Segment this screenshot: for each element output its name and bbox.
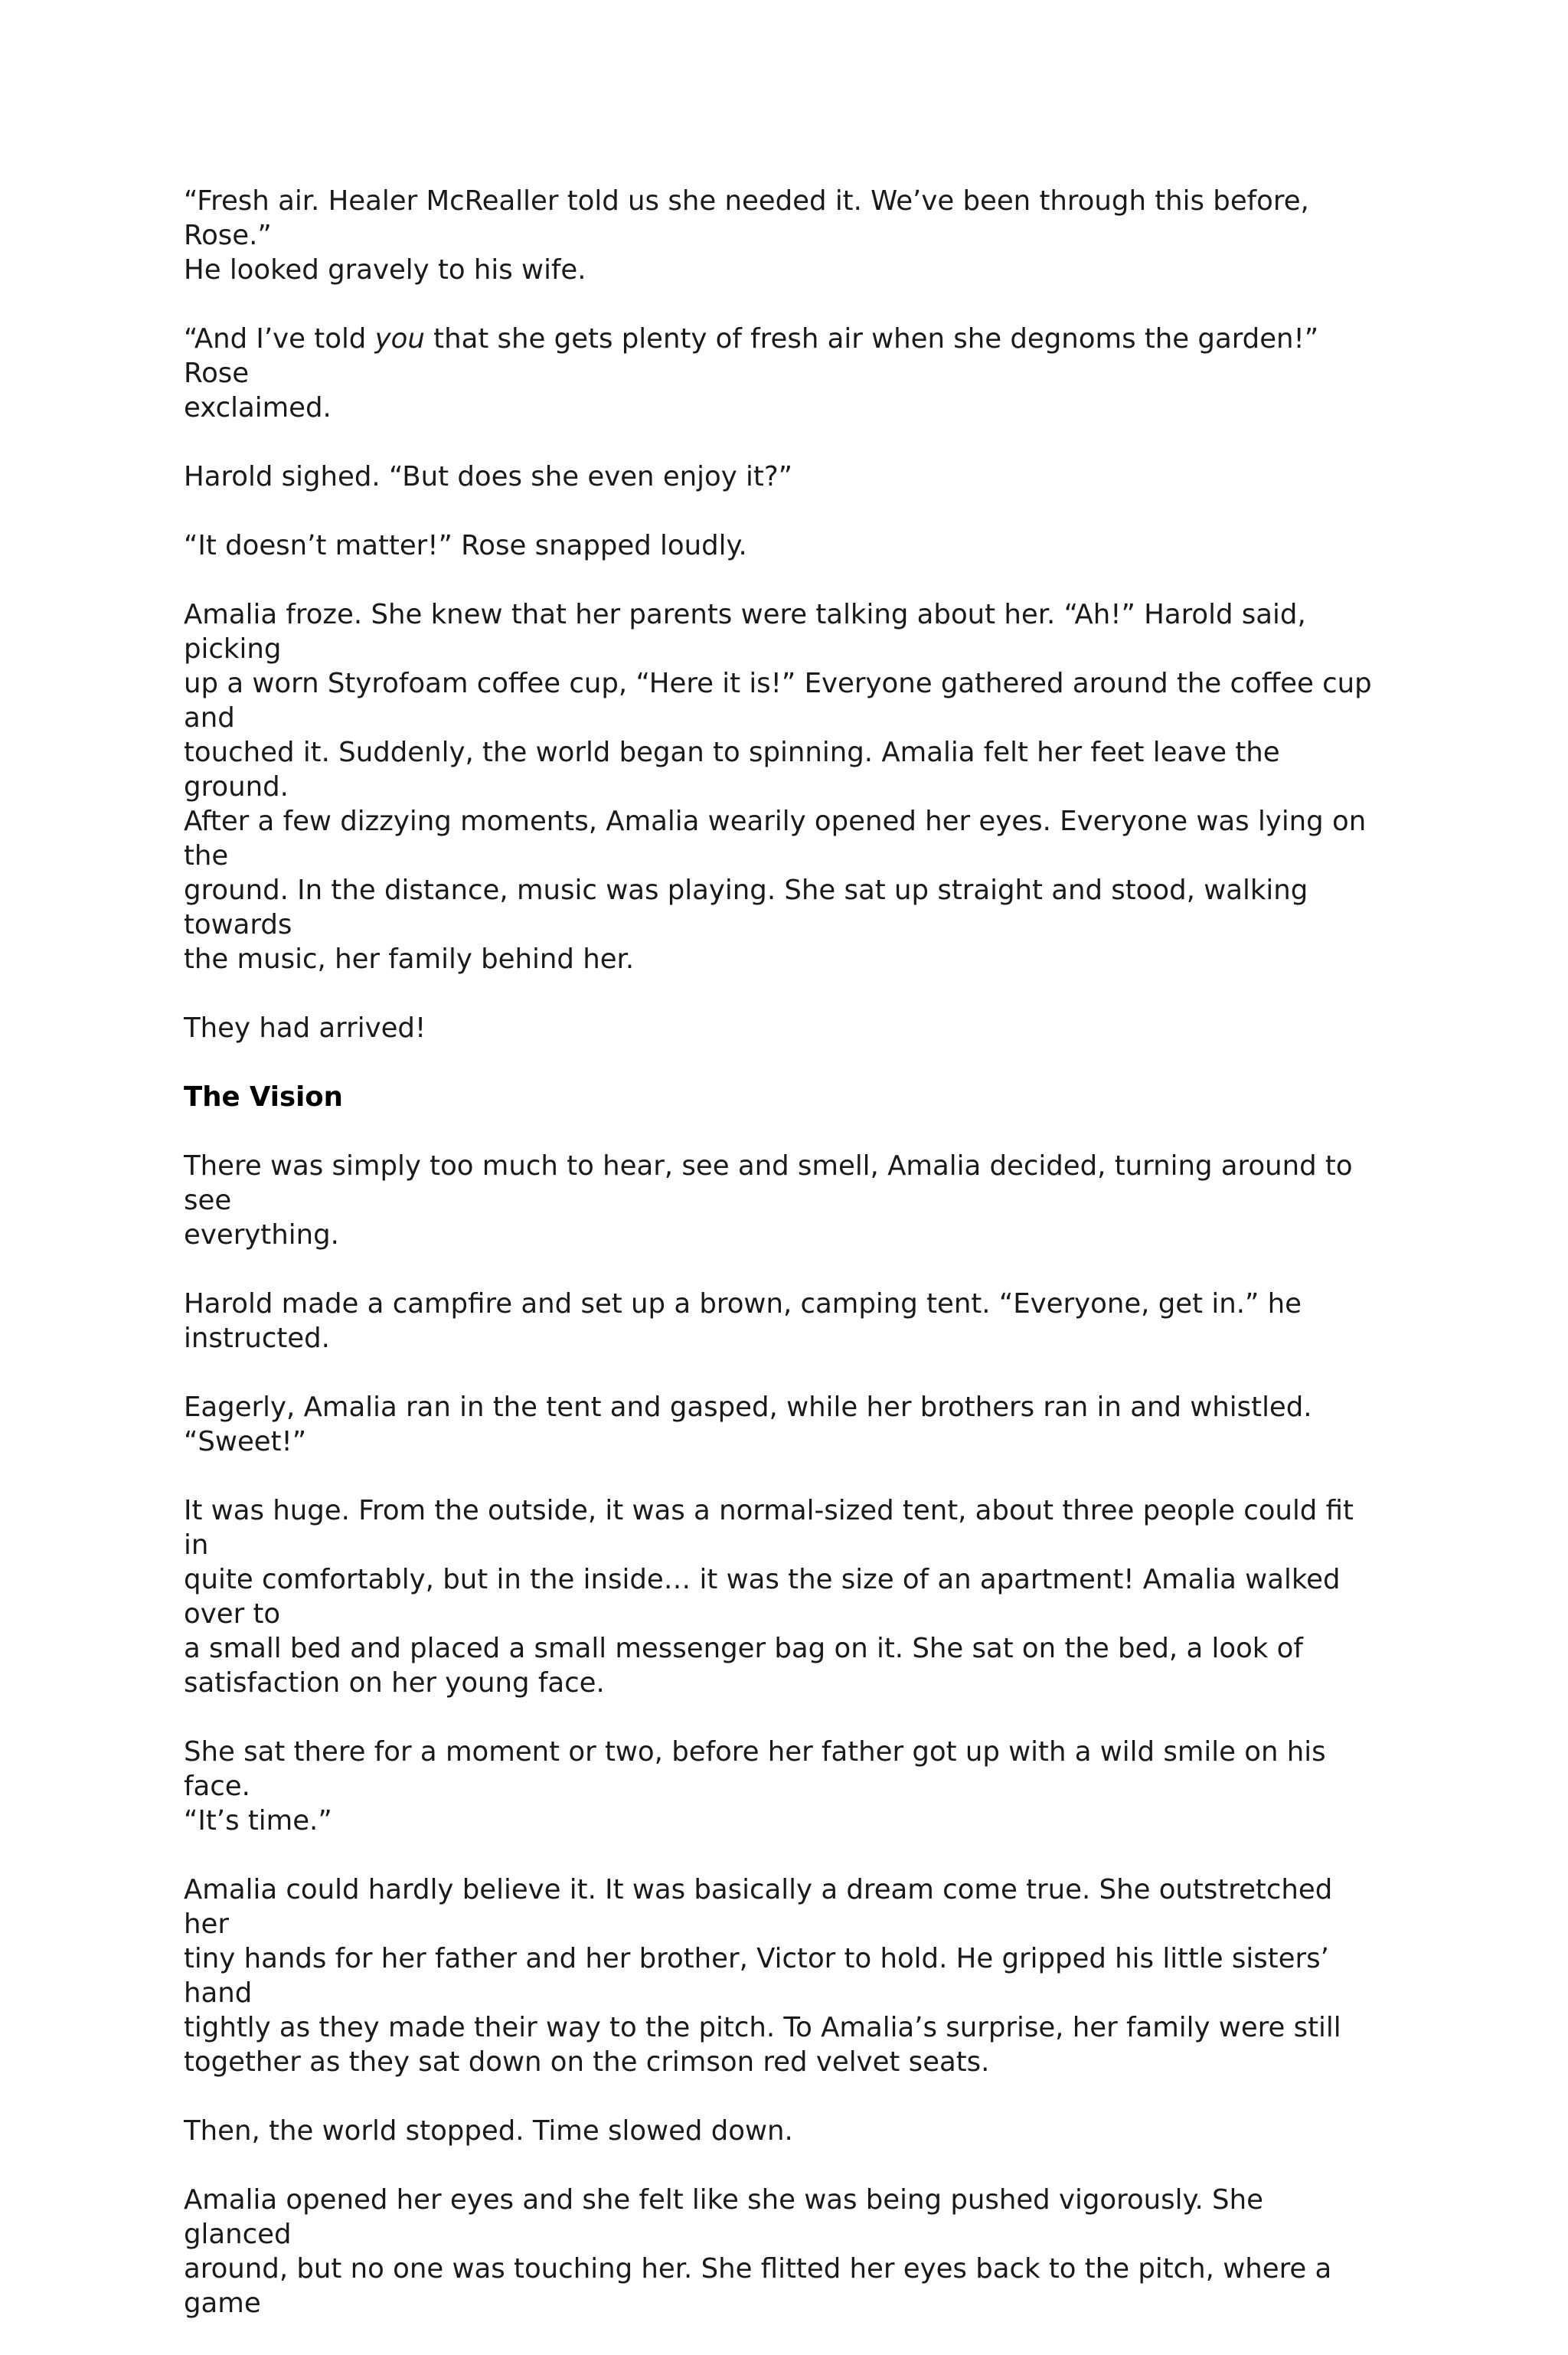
text-line: exclaimed.	[184, 392, 332, 424]
paragraph-harold-sighed	[184, 460, 1378, 494]
section-heading: The Vision	[184, 1081, 343, 1113]
text-line: He looked gravely to his wife.	[184, 254, 586, 286]
text-line: “It doesn’t matter!” Rose snapped loudly.	[184, 530, 747, 561]
paragraph-fresh-air	[184, 184, 1378, 287]
text-line: There was simply too much to hear, see and smell, Amalia decided, turning around to see	[184, 1150, 1353, 1216]
text-segment: “And I’ve told	[184, 323, 375, 355]
text-line: around, but no one was touching her. She flitted her eyes back to the pitch, where a game	[184, 2253, 1332, 2319]
text-line: Amalia opened her eyes and she felt like she was being pushed vigorously. She glanced	[184, 2184, 1263, 2250]
text-line: Eagerly, Amalia ran in the tent and gasped, while her brothers ran in and whistled. “Sweet!”	[184, 1392, 1312, 1457]
paragraph-eagerly	[184, 1390, 1378, 1459]
text-line: everything.	[184, 1219, 339, 1251]
text-line: a small bed and placed a small messenger bag on it. She sat on the bed, a look of	[184, 1633, 1303, 1664]
text-line: Amalia froze. She knew that her parents were talking about her. “Ah!” Harold said, picking	[184, 599, 1306, 665]
text-line	[184, 322, 1378, 391]
paragraph-opened-eyes	[184, 2183, 1378, 2321]
text-line: Amalia could hardly believe it. It was basically a dream come true. She outstretched her	[184, 1874, 1333, 1940]
text-line: quite comfortably, but in the inside… it was the size of an apartment! Amalia walked over to	[184, 1564, 1341, 1630]
text-line: together as they sat down on the crimson red velvet seats.	[184, 2046, 990, 2078]
paragraph-arrived	[184, 1011, 1378, 1045]
paragraph-rose-exclaimed	[184, 322, 1378, 425]
text-line: Harold made a campfire and set up a brown, camping tent. “Everyone, get in.” he	[184, 1288, 1302, 1320]
text-line: They had arrived!	[184, 1012, 426, 1044]
text-line: It was huge. From the outside, it was a normal-sized tent, about three people could fit in	[184, 1495, 1354, 1561]
paragraph-dream-come-true	[184, 1873, 1378, 2079]
paragraph-too-much	[184, 1149, 1378, 1252]
text-line: ground. In the distance, music was playing. She sat up straight and stood, walking towards	[184, 875, 1308, 940]
text-line: touched it. Suddenly, the world began to spinning. Amalia felt her feet leave the ground.	[184, 737, 1280, 803]
text-line: tightly as they made their way to the pitch. To Amalia’s surprise, her family were still	[184, 2012, 1341, 2043]
text-line: up a worn Styrofoam coffee cup, “Here it is!” Everyone gathered around the coffee cup and	[184, 668, 1372, 734]
paragraph-its-time	[184, 1735, 1378, 1838]
emphasized-text: you	[374, 323, 425, 355]
paragraph-huge-tent	[184, 1493, 1378, 1700]
text-line: “It’s time.”	[184, 1805, 332, 1837]
text-line: She sat there for a moment or two, before her father got up with a wild smile on his face.	[184, 1736, 1326, 1802]
paragraph-campfire	[184, 1287, 1378, 1356]
text-line: instructed.	[184, 1323, 330, 1354]
text-line: “Fresh air. Healer McRealler told us she needed it. We’ve been through this before, Rose.”	[184, 185, 1309, 251]
paragraph-amalia-froze	[184, 597, 1378, 976]
paragraph-rose-snapped	[184, 528, 1378, 563]
text-line: After a few dizzying moments, Amalia wearily opened her eyes. Everyone was lying on the	[184, 806, 1367, 872]
text-line: Then, the world stopped. Time slowed down.	[184, 2115, 793, 2147]
text-line: tiny hands for her father and her brother, Victor to hold. He gripped his little sisters’ hand	[184, 1943, 1329, 2009]
text-line: satisfaction on her young face.	[184, 1667, 605, 1699]
text-segment: that she gets plenty of fresh air when she degnoms the garden!” Rose	[184, 323, 1319, 389]
paragraph-world-stopped	[184, 2114, 1378, 2148]
text-line: Harold sighed. “But does she even enjoy it?”	[184, 461, 793, 492]
text-line: the music, her family behind her.	[184, 944, 635, 975]
